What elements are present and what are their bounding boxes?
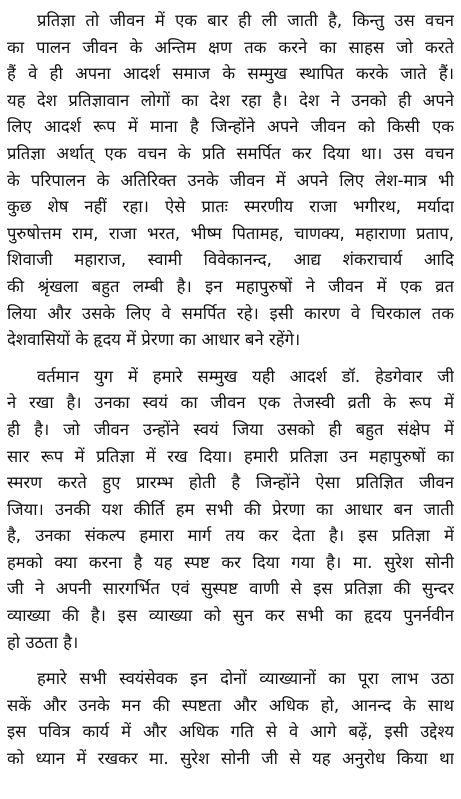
text-line: यह देश प्रतिज्ञावान लोगों का देश रहा है। देश ने उनको ही अपने xyxy=(7,90,454,110)
text-line: कुछ शेष नहीं रहा। ऐसे प्रातः स्मरणीय राजा भगीरथ, मर्यादा xyxy=(7,197,454,217)
paragraph-3 xyxy=(7,666,454,772)
text-line: जिया। उनकी यश कीर्ति हम सभी की प्रेरणा का आधार बन जाती xyxy=(7,499,454,519)
text-line: के परिपालन के अतिरिक्त उनके जीवन में अपने लिए लेश-मात्र भी xyxy=(7,170,454,190)
text-line: व्याख्या की है। इस व्याख्या को सुन कर सभी का हृदय पुनर्नवीन xyxy=(7,606,454,626)
text-line: ने रखा है। उनका स्वयं का जीवन एक तेजस्वी व्रती के रूप में xyxy=(7,393,454,413)
text-line: है, उनका संकल्प हमारा मार्ग तय कर देता है। इस प्रतिज्ञा में xyxy=(7,526,454,546)
text-line: सकें और उनके मन की स्पष्टता और अधिक हो, आनन्द के साथ xyxy=(7,695,454,715)
text-line: की श्रृंखला बहुत लम्बी है। इन महापुरुषों ने जीवन में एक व्रत xyxy=(7,276,454,296)
paragraph-1 xyxy=(7,8,454,354)
text-line: सार रूप में प्रतिज्ञा में रख दिया। हमारी प्रतिज्ञा उन महापुरुषों का xyxy=(7,446,454,466)
text-line: हो उठता है। xyxy=(7,632,79,652)
text-line: प्रतिज्ञा तो जीवन में एक बार ही ली जाती है, किन्तु उस वचन xyxy=(37,11,454,30)
text-line: स्मरण करते हुए प्रारम्भ होती है जिन्होंने ऐसा प्रतिज्ञित जीवन xyxy=(7,473,454,493)
text-line: प्रतिज्ञा अर्थात् एक वचन के प्रति समर्पित कर दिया था। उस वचन xyxy=(7,143,454,163)
text-line: पुरुषोत्तम राम, राजा भरत, भीष्म पितामह, चाणक्य, महाराणा प्रताप, xyxy=(7,223,454,243)
text-line: हमारे सभी स्वयंसेवक इन दोनों व्याख्यानों का पूरा लाभ उठा xyxy=(37,669,454,689)
text-line: शिवाजी महाराज, स्वामी विवेकानन्द, आद्य शंकराचार्य आदि xyxy=(7,250,454,270)
text-line: जी ने अपनी सारगर्भित एवं सुस्पष्ट वाणी से इस प्रतिज्ञा की सुन्दर xyxy=(7,579,454,599)
text-line: वर्तमान युग में हमारे सम्मुख यही आदर्श डॉ. हेडगेवार जी xyxy=(37,366,454,386)
text-line: लिए आदर्श रूप में माना है जिन्होंने अपने जीवन को किसी एक xyxy=(7,117,454,137)
text-line: लिया और उसके लिए वे समर्पित रहे। इसी कारण वे चिरकाल तक xyxy=(7,303,454,323)
text-line: हमको क्या करना है यह स्पष्ट कर दिया गया है। मा. सुरेश सोनी xyxy=(7,552,454,572)
text-line: का पालन जीवन के अन्तिम क्षण तक करने का साहस जो करते xyxy=(7,37,454,57)
text-line: देशवासियों के हृदय में प्रेरणा का आधार बने रहेंगे। xyxy=(7,330,301,350)
text-line: को ध्यान में रखकर मा. सुरेश सोनी जी से यह अनुरोध किया था xyxy=(7,749,454,769)
text-line: हैं वे ही अपना आदर्श समाज के सम्मुख स्थापित करके जाते हैं। xyxy=(7,64,454,84)
paragraph-2 xyxy=(7,364,454,657)
text-line: इस पवित्र कार्य में और अधिक गति से वे आगे बढ़ें, इसी उद्देश्य xyxy=(7,722,454,742)
text-line: ही है। जो जीवन उन्होंने स्वयं जिया उसको ही बहुत संक्षेप में xyxy=(7,419,454,439)
